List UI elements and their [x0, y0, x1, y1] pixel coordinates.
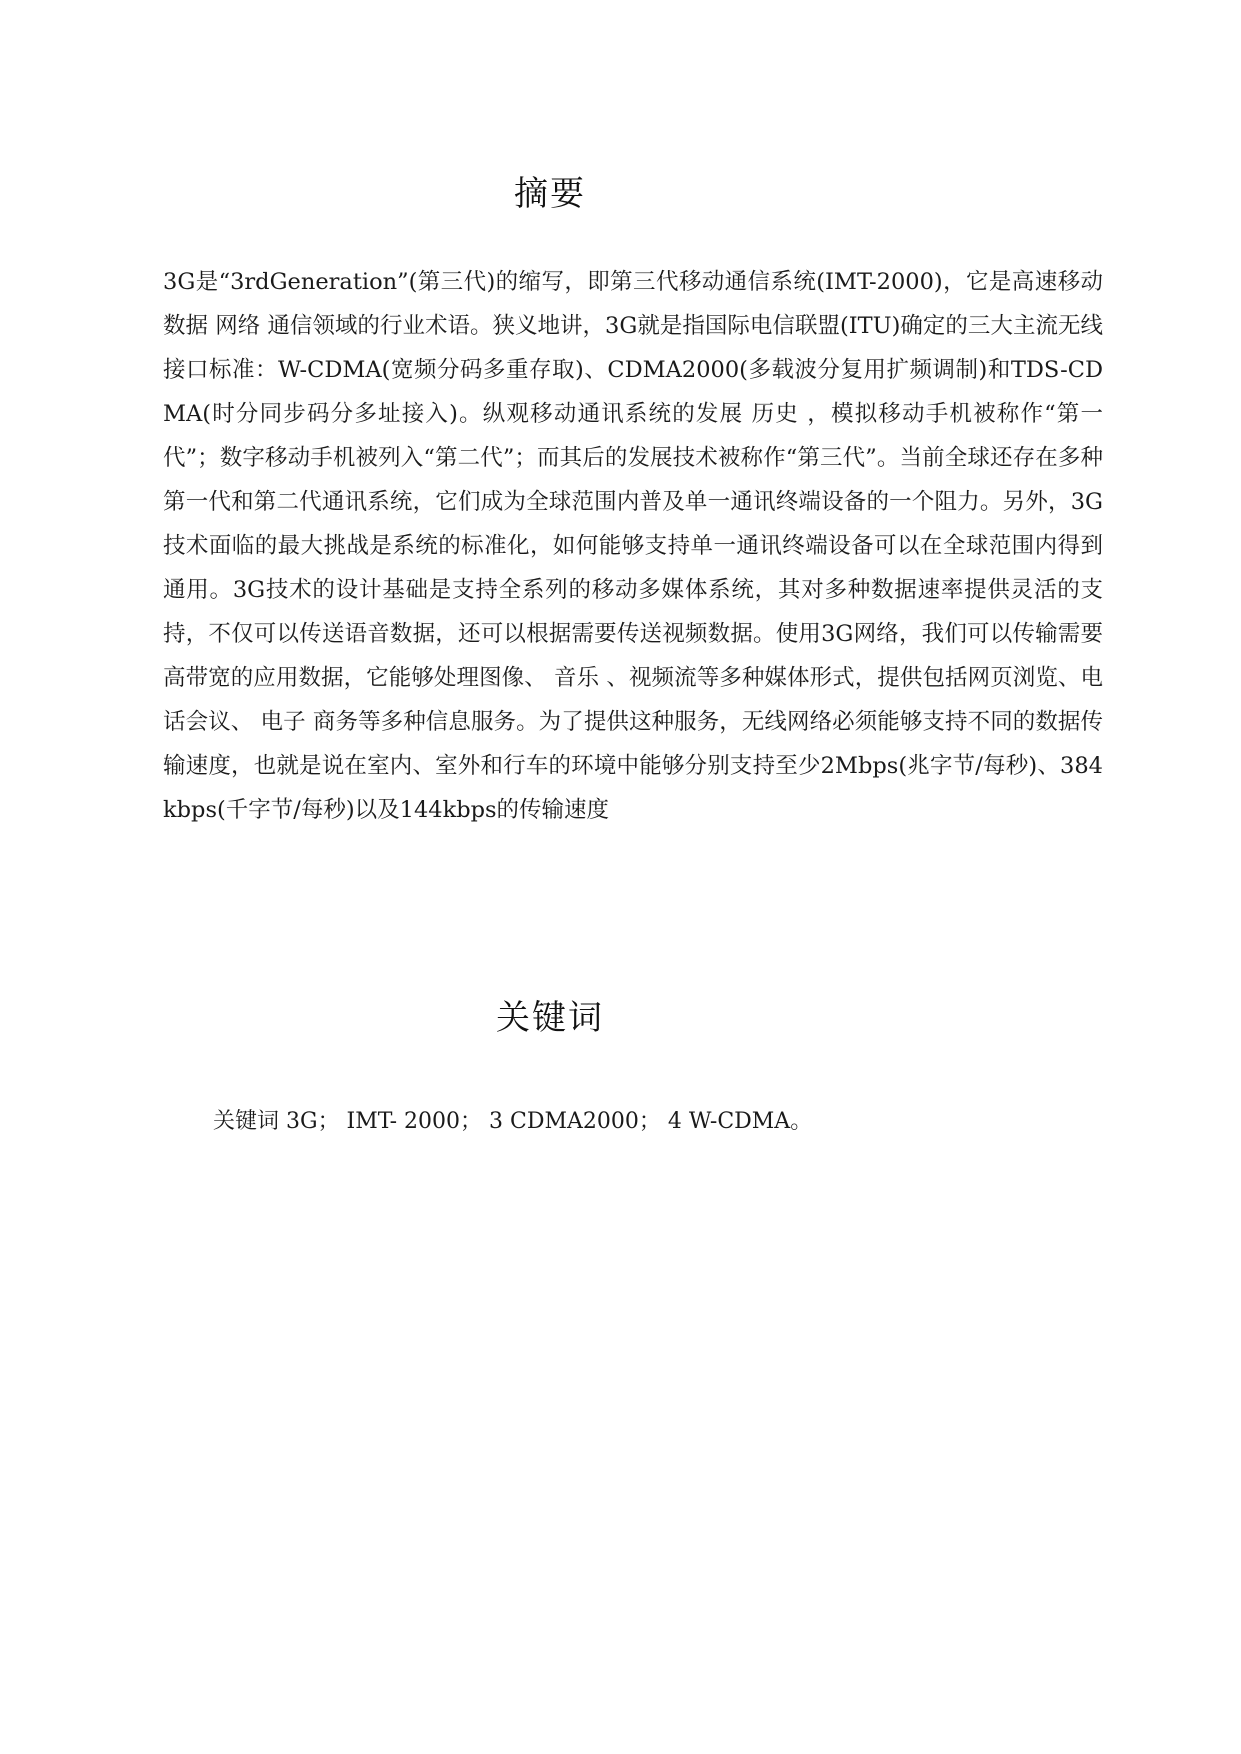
keywords-title: 关键词 — [496, 998, 604, 1038]
abstract-title: 摘要 — [514, 174, 586, 214]
keywords-line: 关键词 3G； IMT- 2000； 3 CDMA2000； 4 W-CDMA。 — [213, 1109, 813, 1134]
abstract-body: 3G是“3rdGeneration”(第三代)的缩写，即第三代移动通信系统(IMT-2000)，它是高速移动数据 网络 通信领域的行业术语。狭义地讲，3G就是指国际电信联盟(ITU)确定的三大主流无线接口标准：W-CDMA(宽频分码多重存取)、CDMA2000(多载波分复用扩频调制)和TDS-CDMA(时分同步码分多址接入)。纵观移动通讯系统的发展 历史 ，模拟移动手机被称作“第一代”；数字移动手机被列入“第二代”；而其后的发展技术被称作“第三代”。当前全球还存在多种第一代和第二代通讯系统，它们成为全球范围内普及单一通讯终端设备的一个阻力。另外，3G技术面临的最大挑战是系统的标准化，如何能够支持单一通讯终端设备可以在全球范围内得到通用。3G技术的设计基础是支持全系列的移动多媒体系统，其对多种数据速率提供灵活的支持，不仅可以传送语音数据，还可以根据需要传送视频数据。使用3G网络，我们可以传输需要高带宽的应用数据，它能够处理图像、 音乐 、视频流等多种媒体形式，提供包括网页浏览、电话会议、 电子 商务等多种信息服务。为了提供这种服务，无线网络必须能够支持不同的数据传输速度，也就是说在室内、室外和行车的环境中能够分别支持至少2Mbps(兆字节/每秒)、384kbps(千字节/每秒)以及144kbps的传输速度 — [163, 269, 1103, 823]
